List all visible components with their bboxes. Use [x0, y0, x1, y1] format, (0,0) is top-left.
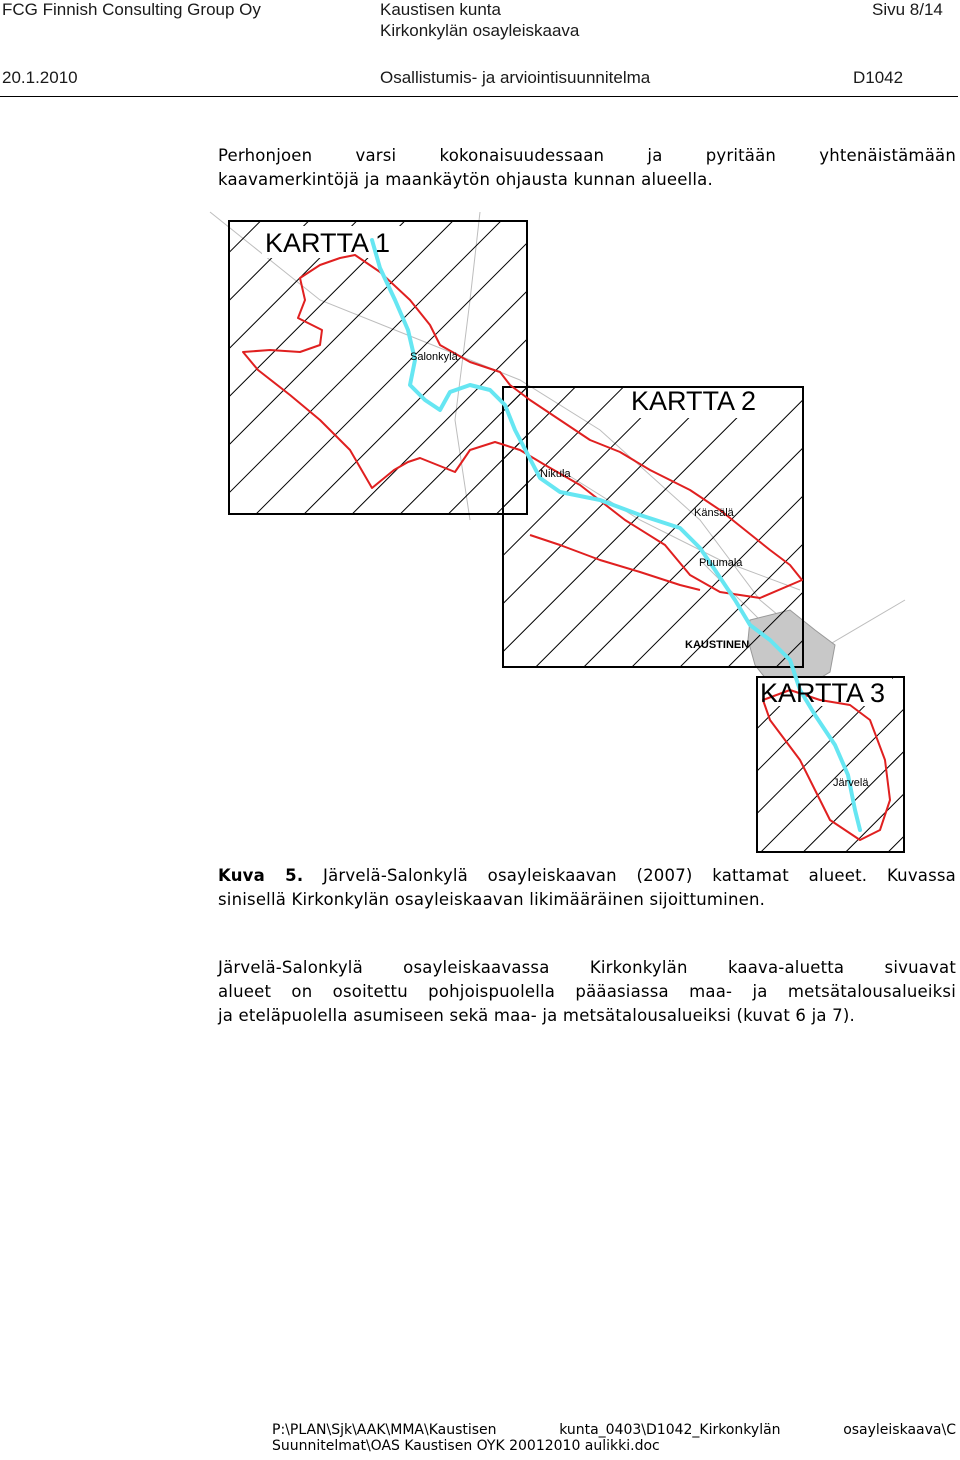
footer-line-1	[272, 1422, 956, 1438]
place-label-jarvela: Järvelä	[833, 777, 869, 789]
doc-title: Osallistumis- ja arviointisuunnitelma	[380, 68, 651, 87]
intro-line-2: kaavamerkintöjä ja maankäytön ohjausta kunnan alueella.	[218, 170, 713, 189]
intro-paragraph	[218, 144, 956, 192]
body-line-1: Järvelä-Salonkylä osayleiskaavassa Kirkonkylän kaava-aluetta sivuavat	[218, 958, 956, 977]
footer-path	[272, 1422, 956, 1454]
intro-line-1	[218, 144, 956, 168]
intro-word: kokonaisuudessaan	[439, 146, 605, 165]
place-label-puumala: Puumala	[699, 557, 743, 569]
caption-line-1	[218, 864, 956, 888]
place-label-kansala: Känsälä	[694, 507, 734, 519]
body-line-3: ja eteläpuolella asumiseen sekä maa- ja metsätalousalueiksi (kuvat 6 ja 7).	[218, 1006, 855, 1025]
intro-word: Perhonjoen	[218, 146, 313, 165]
map-figure	[0, 200, 960, 860]
footer-line-2: Suunnitelmat\OAS Kaustisen OYK 20012010 aulikki.doc	[272, 1438, 660, 1454]
footer-path-part: P:\PLAN\Sjk\AAK\MMA\Kaustisen	[272, 1422, 497, 1438]
footer-path-part: osayleiskaava\C	[843, 1422, 956, 1438]
doc-code: D1042	[853, 68, 904, 87]
intro-word: pyritään	[705, 146, 777, 165]
footer-path-part: kunta_0403\D1042_Kirkonkylän	[559, 1422, 781, 1438]
map-frame-2	[503, 387, 803, 667]
map-title-2: KARTTA 2	[631, 386, 757, 416]
caption-line-2: sinisellä Kirkonkylän osayleiskaavan likimääräinen sijoittuminen.	[218, 890, 766, 909]
header-divider	[0, 96, 958, 97]
intro-word: yhtenäistämään	[819, 146, 956, 165]
doc-date: 20.1.2010	[2, 68, 78, 87]
company-name: FCG Finnish Consulting Group Oy	[2, 0, 261, 19]
body-line-2: alueet on osoitettu pohjoispuolella pääasiassa maa- ja metsätalousalueiksi	[218, 982, 956, 1001]
place-label-salonkyla: Salonkylä	[410, 351, 458, 363]
map-title-1: KARTTA 1	[265, 228, 391, 258]
place-label-kaustinen: KAUSTINEN	[685, 639, 750, 651]
page-number: Sivu 8/14	[872, 0, 943, 19]
body-paragraph	[218, 956, 956, 1028]
plan-name: Kirkonkylän osayleiskaava	[380, 21, 580, 40]
caption-text: Järvelä-Salonkylä osayleiskaavan (2007) kattamat alueet. Kuvassa	[323, 866, 956, 885]
place-label-nikula: Nikula	[540, 468, 571, 480]
client-name: Kaustisen kunta	[380, 0, 501, 19]
intro-word: varsi	[355, 146, 397, 165]
figure-caption	[218, 864, 956, 912]
map-title-3: KARTTA 3	[760, 678, 886, 708]
caption-label: Kuva 5.	[218, 866, 304, 885]
intro-word: ja	[647, 146, 663, 165]
